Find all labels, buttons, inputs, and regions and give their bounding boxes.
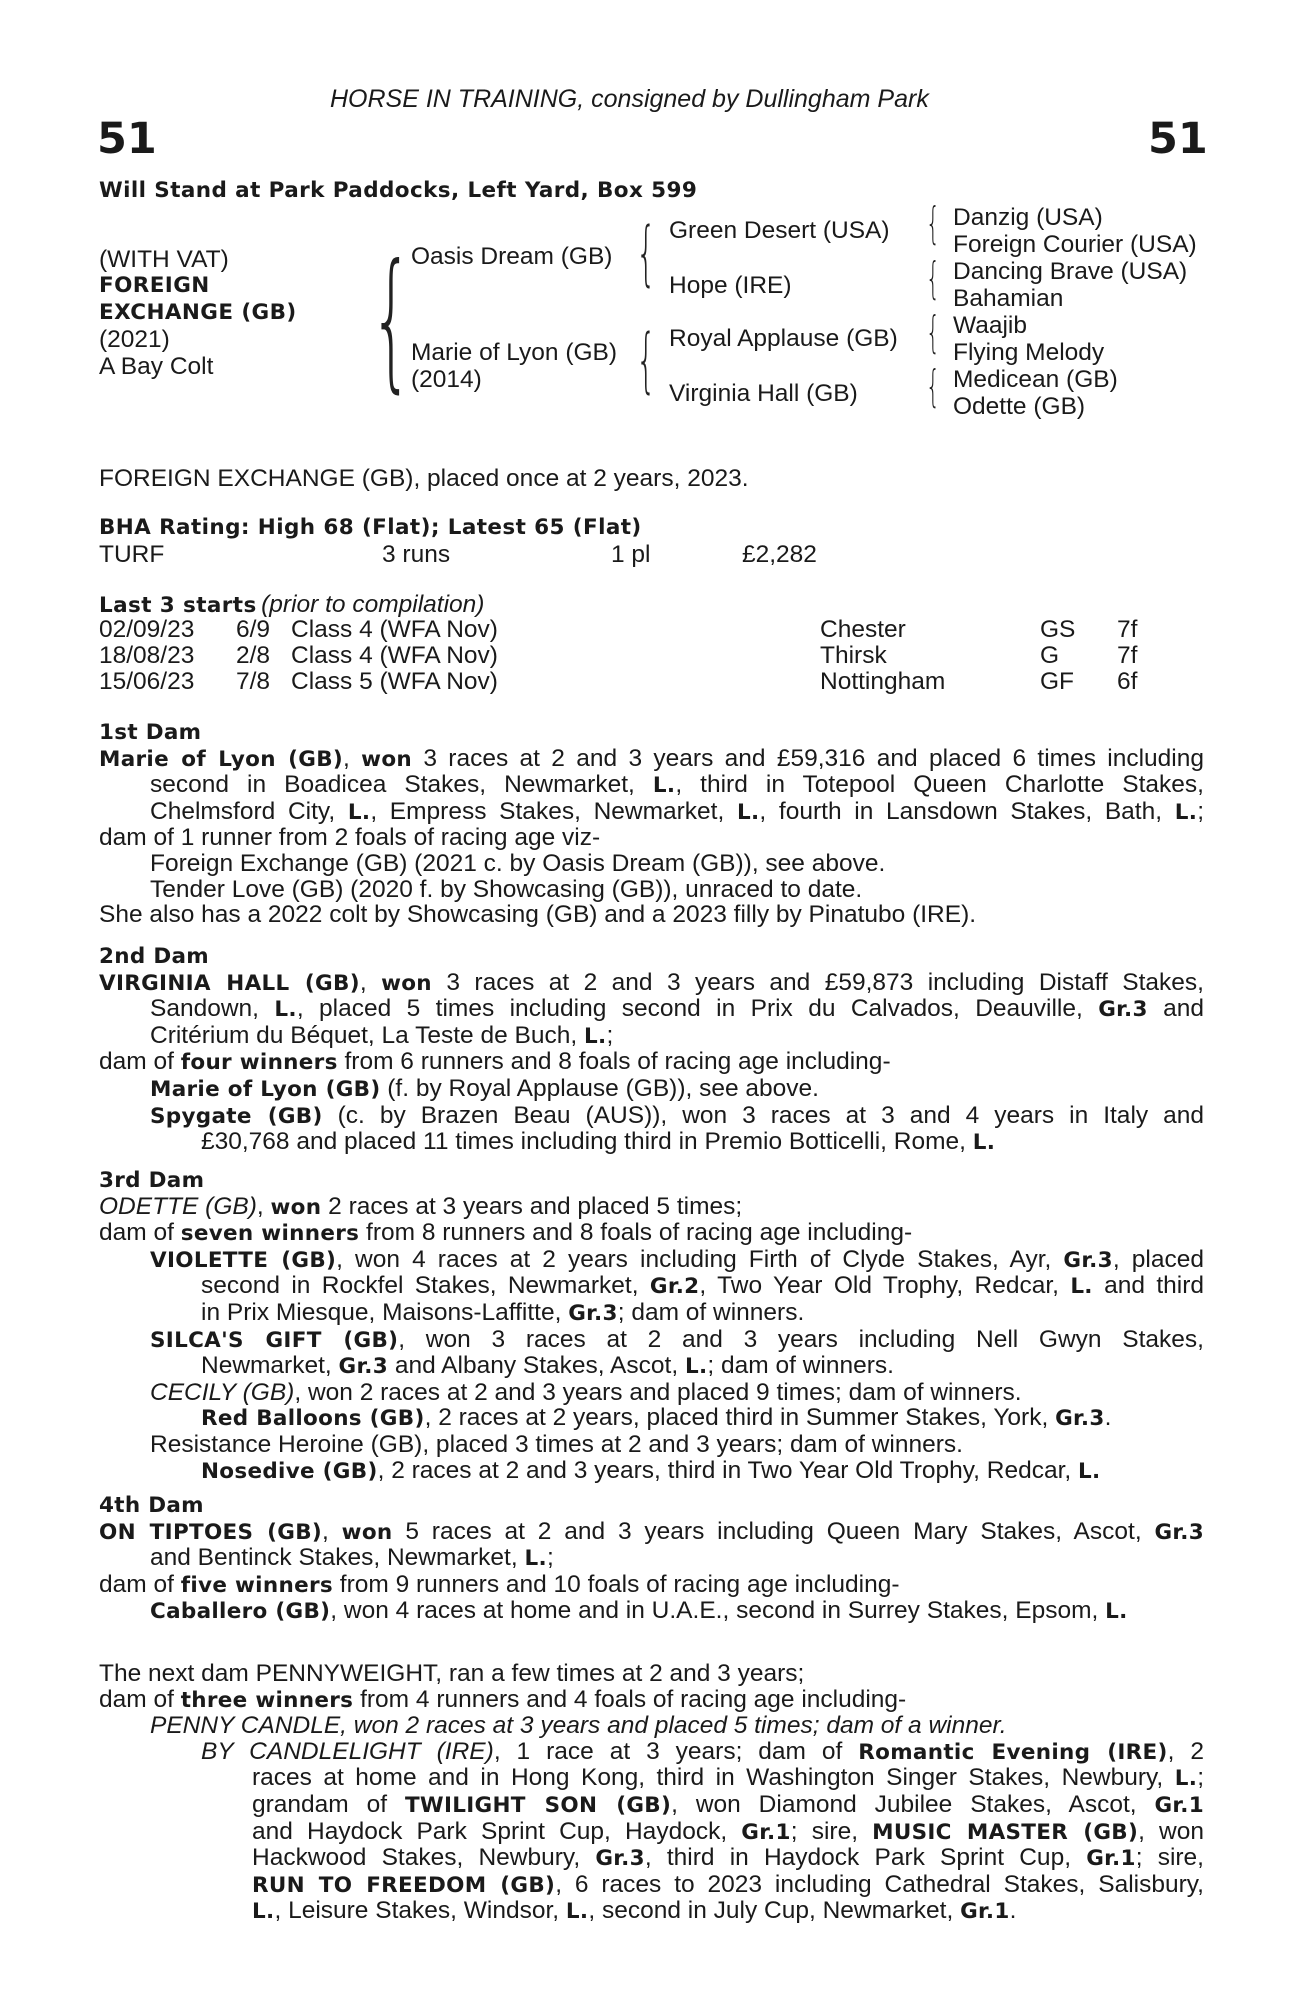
vat-note: (WITH VAT) <box>99 246 229 273</box>
progeny-line: Red Balloons (GB), 2 races at 2 years, placed third in Summer Stakes, York, Gr.3. <box>201 1404 1112 1432</box>
dam-dam: Virginia Hall (GB) <box>669 380 858 407</box>
dam-line: dam of seven winners from 8 runners and 8 foals of racing age including- <box>99 1219 913 1247</box>
dam-line: second in Boadicea Stakes, Newmarket, L., third in Totepool Queen Charlotte Stakes, <box>150 771 1204 799</box>
ggen-ancestor: Danzig (USA) <box>953 204 1103 231</box>
start-distance: 6f <box>1117 668 1138 695</box>
start-position: 6/9 <box>236 616 271 643</box>
progeny-line: SILCA'S GIFT (GB), won 3 races at 2 and 3 years including Nell Gwyn Stakes, <box>150 1325 1204 1353</box>
sire-dam: Hope (IRE) <box>669 272 792 299</box>
start-position: 7/8 <box>236 668 271 695</box>
rating-runs: 3 runs <box>382 541 451 568</box>
dam-line: VIRGINIA HALL (GB), won 3 races at 2 and 3 years and £59,873 including Distaff Stakes, <box>99 968 1204 996</box>
sire-line-brace: { <box>636 212 657 294</box>
ggen-ancestor: Medicean (GB) <box>953 366 1118 393</box>
pedigree-brace: { <box>370 233 413 407</box>
next-dam-section <box>99 1661 1204 1925</box>
dam: Marie of Lyon (GB) <box>411 339 618 366</box>
horse-name-line2: EXCHANGE (GB) <box>99 300 297 325</box>
dam-line: She also has a 2022 colt by Showcasing (GB) and a 2023 filly by Pinatubo (IRE). <box>99 901 977 929</box>
second-dam-section <box>99 944 1204 1156</box>
progeny-line: Foreign Exchange (GB) (2021 c. by Oasis Dream (GB)), see above. <box>150 849 886 877</box>
progeny-line: Newmarket, Gr.3 and Albany Stakes, Ascot, L.; dam of winners. <box>201 1352 894 1380</box>
ggen-ancestor: Bahamian <box>953 285 1064 312</box>
first-dam-section <box>99 720 1204 928</box>
start-position: 2/8 <box>236 642 271 669</box>
rating-placings: 1 pl <box>611 541 651 568</box>
dam-line: Marie of Lyon (GB), won 3 races at 2 and 3 years and £59,316 and placed 6 times including <box>99 744 1204 772</box>
ggen-ancestor: Waajib <box>953 312 1027 339</box>
ggen-brace-1: { <box>926 198 940 249</box>
progeny-line: VIOLETTE (GB), won 4 races at 2 years including Firth of Clyde Stakes, Ayr, Gr.3, placed <box>150 1245 1204 1273</box>
ggen-brace-3: { <box>926 307 940 358</box>
ggen-brace-4: { <box>926 361 940 412</box>
dam-line-brace: { <box>636 319 657 401</box>
progeny-line: Nosedive (GB), 2 races at 2 and 3 years, third in Two Year Old Trophy, Redcar, L. <box>201 1456 1101 1484</box>
start-date: 02/09/23 <box>99 616 195 643</box>
start-date: 18/08/23 <box>99 642 195 669</box>
third-dam-section <box>99 1168 1204 1484</box>
progeny-line: Resistance Heroine (GB), placed 3 times at 2 and 3 years; dam of winners. <box>150 1430 963 1458</box>
dam-line: dam of four winners from 6 runners and 8 foals of racing age including- <box>99 1048 891 1076</box>
start-course: Chester <box>820 616 906 643</box>
dam-line: and Bentinck Stakes, Newmarket, L.; <box>150 1544 554 1572</box>
start-going: GF <box>1040 668 1075 695</box>
start-race: Class 4 (WFA Nov) <box>291 642 498 669</box>
progeny-line: in Prix Miesque, Maisons-Laffitte, Gr.3; dam of winners. <box>201 1298 805 1326</box>
progeny-line: Caballero (GB), won 4 races at home and in U.A.E., second in Surrey Stakes, Epsom, L. <box>150 1597 1128 1625</box>
ggen-ancestor: Odette (GB) <box>953 393 1086 420</box>
progeny-line: Marie of Lyon (GB) (f. by Royal Applause (GB)), see above. <box>150 1074 819 1102</box>
bha-rating: BHA Rating: High 68 (Flat); Latest 65 (Flat) <box>99 515 642 540</box>
progeny-line: CECILY (GB), won 2 races at 2 and 3 years and placed 9 times; dam of winners. <box>150 1378 1022 1406</box>
ggen-ancestor: Dancing Brave (USA) <box>953 258 1188 285</box>
progeny-line: and Haydock Park Sprint Cup, Haydock, Gr.1; sire, MUSIC MASTER (GB), won <box>252 1817 1204 1845</box>
consignment-line: HORSE IN TRAINING, consigned by Dullingham Park <box>330 85 929 113</box>
dam-line: The next dam PENNYWEIGHT, ran a few times at 2 and 3 years; <box>99 1660 805 1687</box>
progeny-line: Tender Love (GB) (2020 f. by Showcasing (GB)), unraced to date. <box>150 875 863 903</box>
dam-line: Chelmsford City, L., Empress Stakes, Newmarket, L., fourth in Lansdown Stakes, Bath, L.; <box>150 797 1204 825</box>
progeny-line: BY CANDLELIGHT (IRE), 1 race at 3 years; dam of Romantic Evening (IRE), 2 <box>201 1737 1204 1765</box>
start-going: GS <box>1040 616 1076 643</box>
last-starts-note: (prior to compilation) <box>261 591 485 618</box>
horse-name-line1: FOREIGN <box>99 273 210 298</box>
dam-line: Critérium du Béquet, La Teste de Buch, L.; <box>150 1021 614 1049</box>
start-course: Thirsk <box>820 642 887 669</box>
foaling-year: (2021) <box>99 326 170 353</box>
sire-sire: Green Desert (USA) <box>669 217 890 244</box>
start-race: Class 5 (WFA Nov) <box>291 668 498 695</box>
progeny-line: second in Rockfel Stakes, Newmarket, Gr.2, Two Year Old Trophy, Redcar, L. and third <box>201 1272 1205 1300</box>
lot-number-left: 51 <box>97 114 157 164</box>
dam-sire: Royal Applause (GB) <box>669 325 898 352</box>
start-race: Class 4 (WFA Nov) <box>291 616 498 643</box>
section-heading: 4th Dam <box>99 1493 204 1518</box>
dam-line: dam of three winners from 4 runners and 4 foals of racing age including- <box>99 1685 907 1713</box>
ggen-brace-2: { <box>926 253 940 304</box>
start-going: G <box>1040 642 1060 669</box>
start-distance: 7f <box>1117 616 1138 643</box>
progeny-line: Spygate (GB) (c. by Brazen Beau (AUS)), won 3 races at 3 and 4 years in Italy and <box>150 1101 1205 1129</box>
section-heading: 2nd Dam <box>99 944 209 969</box>
dam-line: Sandown, L., placed 5 times including second in Prix du Calvados, Deauville, Gr.3 and <box>150 995 1204 1023</box>
rating-surface: TURF <box>99 541 165 568</box>
progeny-line: PENNY CANDLE, won 2 races at 3 years and placed 5 times; dam of a winner. <box>150 1712 1007 1740</box>
ggen-ancestor: Foreign Courier (USA) <box>953 231 1197 258</box>
section-heading: 3rd Dam <box>99 1168 205 1193</box>
dam-line: ON TIPTOES (GB), won 5 races at 2 and 3 years including Queen Mary Stakes, Ascot, Gr.3 <box>99 1517 1204 1545</box>
racing-summary: FOREIGN EXCHANGE (GB), placed once at 2 years, 2023. <box>99 465 749 492</box>
lot-number-right: 51 <box>1148 114 1208 164</box>
dam-line: dam of five winners from 9 runners and 10 foals of racing age including- <box>99 1570 900 1598</box>
rating-earnings: £2,282 <box>742 541 817 568</box>
start-distance: 7f <box>1117 642 1138 669</box>
dam-line: ODETTE (GB), won 2 races at 3 years and placed 5 times; <box>99 1192 743 1220</box>
progeny-line: grandam of TWILIGHT SON (GB), won Diamond Jubilee Stakes, Ascot, Gr.1 <box>252 1790 1204 1818</box>
section-heading: 1st Dam <box>99 720 202 745</box>
stand-location: Will Stand at Park Paddocks, Left Yard, Box 599 <box>99 178 698 203</box>
last-starts-heading <box>99 592 484 618</box>
last-starts-title: Last 3 starts <box>99 593 257 618</box>
horse-description: A Bay Colt <box>99 353 214 380</box>
dam-line: dam of 1 runner from 2 foals of racing age viz- <box>99 824 601 852</box>
sire: Oasis Dream (GB) <box>411 243 613 270</box>
progeny-line: Hackwood Stakes, Newbury, Gr.3, third in Haydock Park Sprint Cup, Gr.1; sire, <box>252 1844 1204 1872</box>
fourth-dam-section <box>99 1493 1204 1625</box>
start-date: 15/06/23 <box>99 668 195 695</box>
progeny-line: L., Leisure Stakes, Windsor, L., second in July Cup, Newmarket, Gr.1. <box>252 1897 1017 1925</box>
ggen-ancestor: Flying Melody <box>953 339 1105 366</box>
progeny-line: races at home and in Hong Kong, third in Washington Singer Stakes, Newbury, L.; <box>252 1764 1204 1792</box>
dam-year: (2014) <box>411 366 482 393</box>
progeny-line: RUN TO FREEDOM (GB), 6 races to 2023 including Cathedral Stakes, Salisbury, <box>252 1870 1204 1898</box>
start-course: Nottingham <box>820 668 946 695</box>
progeny-line: £30,768 and placed 11 times including third in Premio Botticelli, Rome, L. <box>201 1128 996 1156</box>
